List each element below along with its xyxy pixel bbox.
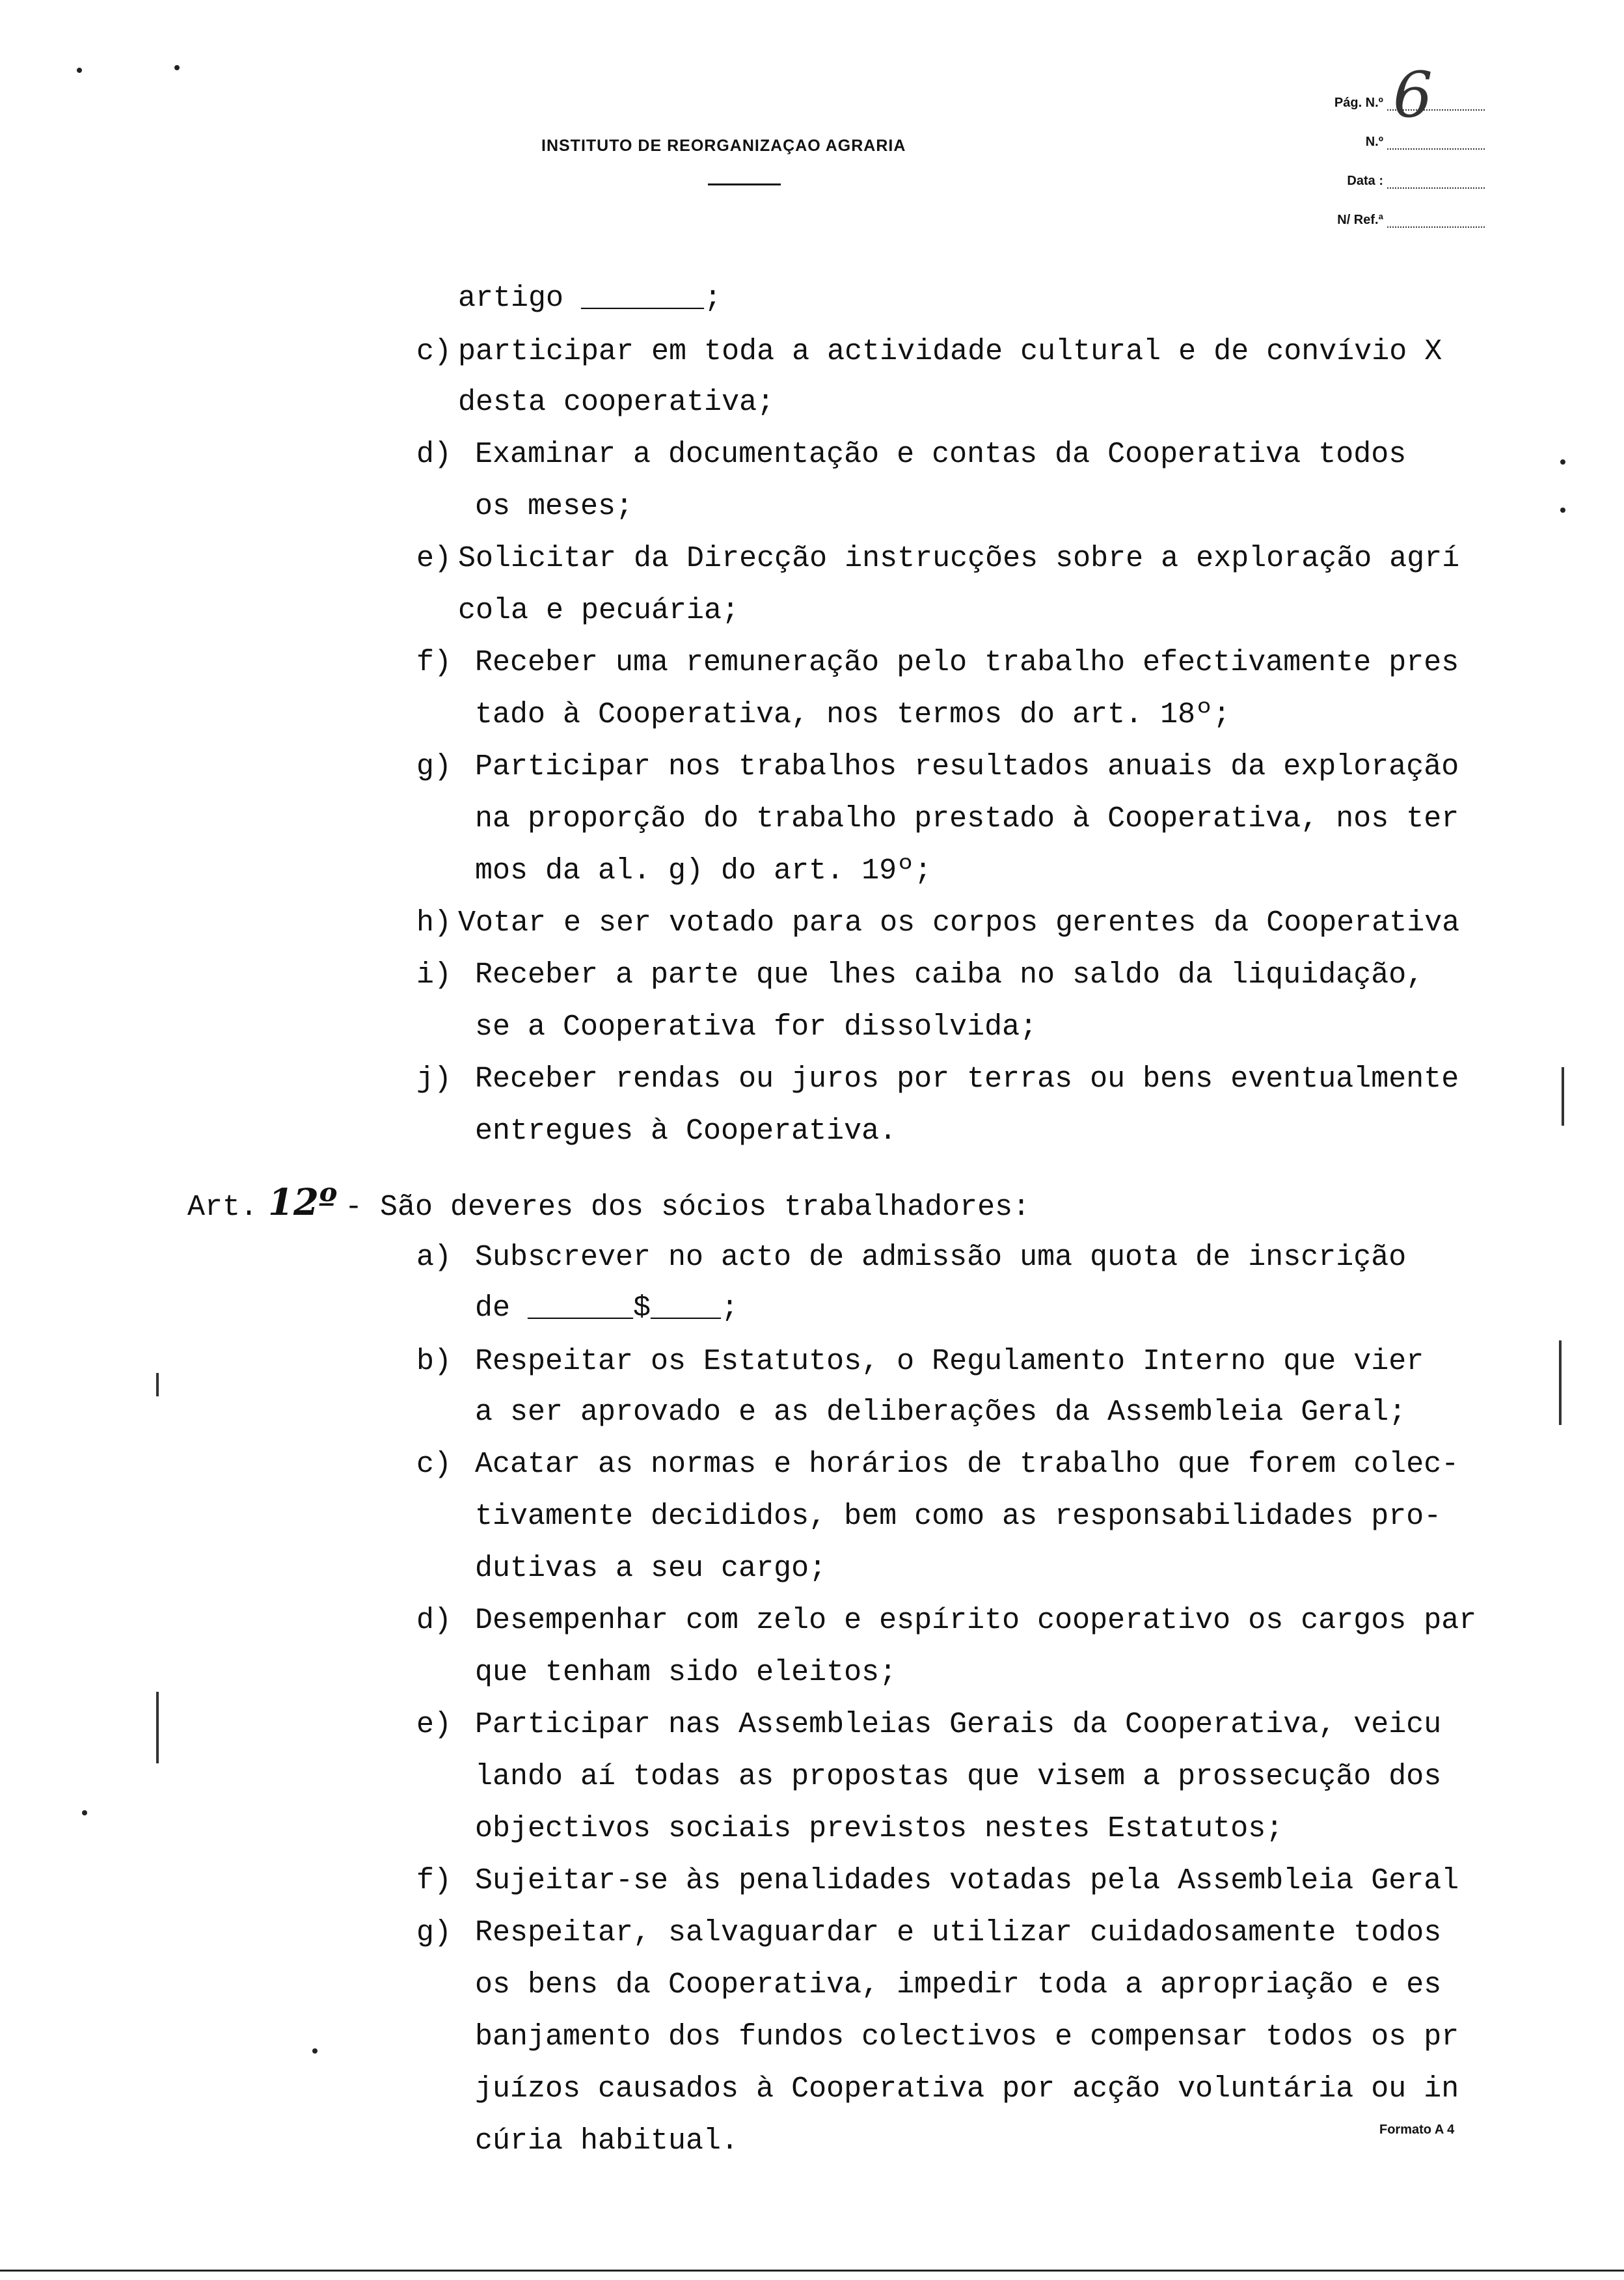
item-label: c) (416, 1448, 452, 1481)
article-heading (187, 1181, 1031, 1224)
scan-speck (82, 1810, 87, 1815)
article-prefix: Art. (187, 1191, 258, 1224)
header-rule (708, 183, 781, 185)
list-item-line: Solicitar da Direcção instrucções sobre a exploração agrí (458, 542, 1460, 575)
paper-format-label: Formato A 4 (1379, 2123, 1455, 2137)
list-item-line: Participar nos trabalhos resultados anuais da exploração (475, 750, 1459, 783)
page-number-handwritten: 6 (1392, 59, 1433, 131)
list-item-line: cúria habitual. (475, 2124, 739, 2158)
list-item-line: mos da al. g) do art. 19º; (475, 854, 932, 888)
list-item-line: Examinar a documentação e contas da Cooperativa todos (475, 438, 1407, 471)
list-item-line: tivamente decididos, bem como as responsabilidades pro- (475, 1500, 1442, 1533)
list-item-line: Participar nas Assembleias Gerais da Cooperativa, veicu (475, 1708, 1442, 1741)
list-item-line: os meses; (475, 490, 634, 523)
list-item-line: de ______$____; (475, 1292, 739, 1325)
list-item-line: banjamento dos fundos colectivos e compensar todos os pr (475, 2020, 1459, 2054)
list-item-line: Acatar as normas e horários de trabalho que forem colec- (475, 1448, 1459, 1481)
page-bottom-edge (0, 2270, 1624, 2272)
list-item-line: os bens da Cooperativa, impedir toda a apropriação e es (475, 1968, 1442, 2002)
item-label: g) (416, 1916, 452, 1949)
reference-field (1337, 208, 1485, 228)
margin-mark (1562, 1067, 1564, 1126)
item-label: g) (416, 750, 452, 783)
list-item-line: dutivas a seu cargo; (475, 1552, 827, 1585)
list-item-line: participar em toda a actividade cultural e de convívio X (458, 335, 1442, 368)
margin-mark (1559, 1340, 1562, 1425)
list-item-line: que tenham sido eleitos; (475, 1656, 897, 1689)
institute-name: INSTITUTO DE REORGANIZAÇAO AGRARIA (541, 137, 906, 155)
item-label: d) (416, 438, 452, 471)
item-label: d) (416, 1604, 452, 1637)
list-item-line: Desempenhar com zelo e espírito cooperativo os cargos par (475, 1604, 1477, 1637)
list-item-line: juízos causados à Cooperativa por acção voluntária ou in (475, 2072, 1459, 2106)
continuation-line: artigo _______; (458, 282, 722, 315)
item-label: h) (416, 906, 452, 940)
scan-speck (312, 2048, 318, 2054)
scan-speck (1560, 508, 1565, 513)
date-field (1347, 169, 1485, 189)
article-number: 12º (268, 1181, 337, 1224)
item-label: f) (416, 1864, 452, 1897)
list-item-line: Votar e ser votado para os corpos gerentes da Cooperativa (458, 906, 1460, 940)
list-item-line: tado à Cooperativa, nos termos do art. 18º; (475, 698, 1231, 731)
item-label: i) (416, 958, 452, 992)
margin-mark (156, 1692, 159, 1763)
page-number-label: Pág. N.º (1334, 96, 1383, 110)
item-label: c) (416, 335, 452, 368)
item-label: f) (416, 646, 452, 679)
item-label: e) (416, 1708, 452, 1741)
list-item-line: cola e pecuária; (458, 594, 740, 627)
item-label: b) (416, 1345, 452, 1378)
margin-mark (156, 1373, 159, 1396)
item-label: j) (416, 1063, 452, 1096)
list-item-line: lando aí todas as propostas que visem a prossecução dos (475, 1760, 1442, 1793)
reference-label: N/ Ref.ª (1337, 213, 1383, 227)
scan-speck (174, 65, 180, 70)
list-item-line: Subscrever no acto de admissão uma quota de inscrição (475, 1241, 1407, 1274)
item-label: e) (416, 542, 452, 575)
list-item-line: Sujeitar-se às penalidades votadas pela Assembleia Geral (475, 1864, 1459, 1897)
date-label: Data : (1347, 174, 1383, 188)
list-item-line: se a Cooperativa for dissolvida; (475, 1011, 1038, 1044)
number-field (1366, 130, 1485, 150)
list-item-line: Receber uma remuneração pelo trabalho efectivamente pres (475, 646, 1459, 679)
list-item-line: objectivos sociais previstos nestes Estatutos; (475, 1812, 1284, 1845)
list-item-line: na proporção do trabalho prestado à Cooperativa, nos ter (475, 802, 1459, 835)
list-item-line: Receber a parte que lhes caiba no saldo da liquidação, (475, 958, 1424, 992)
scan-speck (1560, 459, 1565, 465)
list-item-line: Receber rendas ou juros por terras ou bens eventualmente (475, 1063, 1459, 1096)
list-item-line: a ser aprovado e as deliberações da Assembleia Geral; (475, 1396, 1407, 1429)
list-item-line: Respeitar, salvaguardar e utilizar cuidadosamente todos (475, 1916, 1442, 1949)
list-item-line: Respeitar os Estatutos, o Regulamento Interno que vier (475, 1345, 1424, 1378)
scan-speck (77, 68, 82, 73)
page-number-field (1334, 91, 1485, 111)
article-title: - São deveres dos sócios trabalhadores: (344, 1191, 1031, 1224)
item-label: a) (416, 1241, 452, 1274)
number-label: N.º (1365, 135, 1383, 149)
list-item-line: entregues à Cooperativa. (475, 1115, 897, 1148)
list-item-line: desta cooperativa; (458, 386, 775, 419)
